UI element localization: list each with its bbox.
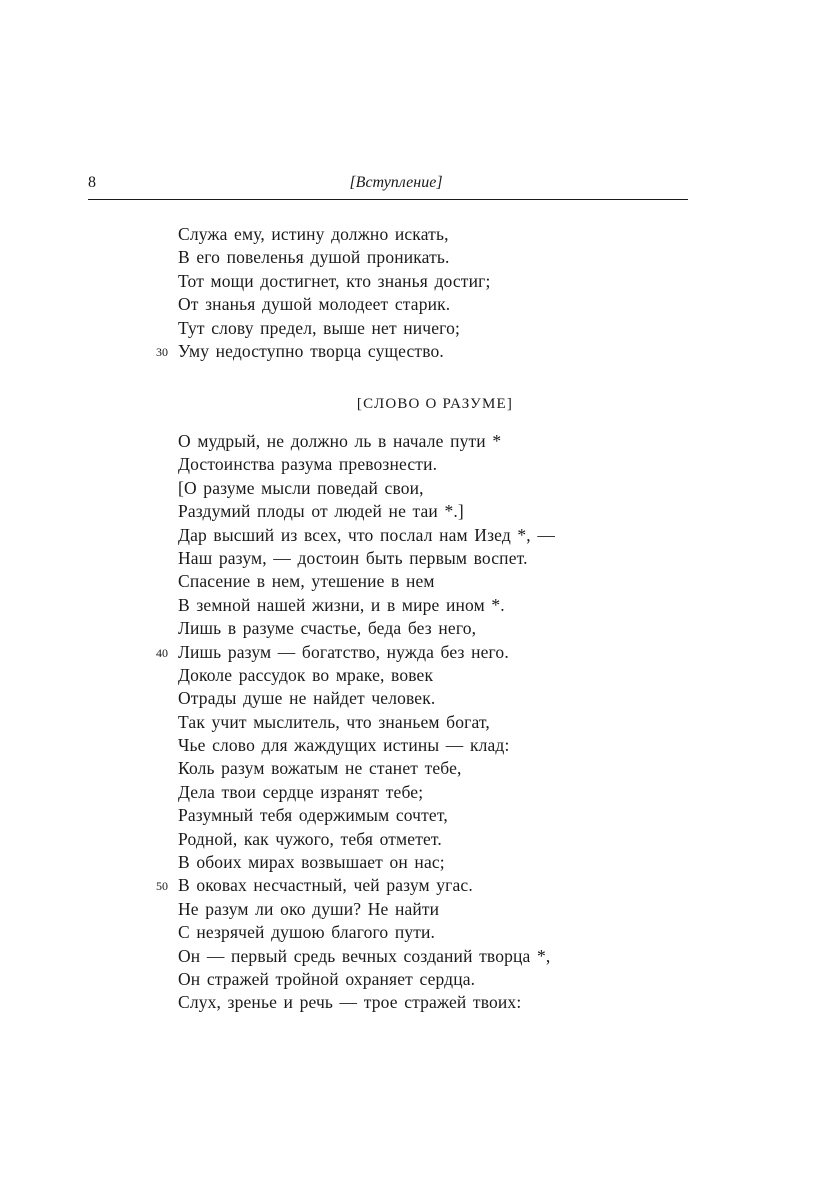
verse-text: В его повеленья душой проникать.	[178, 247, 450, 268]
verse-text: Родной, как чужого, тебя отметет.	[178, 828, 442, 849]
page-number: 8	[88, 174, 96, 191]
verse-text: Он стражей тройной охраняет сердца.	[178, 968, 476, 989]
verse-text: Тут слову предел, выше нет ничего;	[178, 317, 460, 338]
verse-line	[178, 898, 555, 921]
verse-line	[178, 968, 555, 991]
verse-text: Коль разум вожатым не станет тебе,	[178, 758, 462, 779]
verse-line	[178, 246, 490, 269]
verse-line	[178, 317, 490, 340]
verse-line	[178, 991, 555, 1014]
verse-text: Наш разум, — достоин быть первым воспет.	[178, 547, 528, 568]
verse-text: Не разум ли око души? Не найти	[178, 898, 440, 919]
verse-line	[178, 617, 555, 640]
line-number: 40	[156, 645, 168, 660]
verse-line	[178, 828, 555, 851]
verse-text: Раздумий плоды от людей не таи *.]	[178, 501, 464, 522]
verse-line	[156, 874, 555, 897]
verse-line	[178, 804, 555, 827]
verse-text: Уму недоступно творца существо.	[178, 340, 444, 361]
verse-line	[178, 945, 555, 968]
verse-line	[178, 500, 555, 523]
verse-line	[178, 524, 555, 547]
verse-line	[178, 223, 490, 246]
verse-text: [О разуме мысли поведай свои,	[178, 477, 424, 498]
verse-line	[178, 270, 490, 293]
verse-line	[178, 851, 555, 874]
verse-text: Разумный тебя одержимым сочтет,	[178, 805, 448, 826]
verse-text: Дела твои сердце изранят тебе;	[178, 781, 424, 802]
verse-line	[178, 453, 555, 476]
verse-line	[178, 430, 555, 453]
verse-line	[178, 547, 555, 570]
verse-line	[156, 641, 555, 664]
running-head	[88, 174, 688, 200]
verse-text: Лишь в разуме счастье, беда без него,	[178, 618, 477, 639]
line-number: 30	[156, 344, 168, 359]
verse-text: О мудрый, не должно ль в начале пути *	[178, 431, 502, 451]
verse-line	[178, 664, 555, 687]
verse-text: Отрады душе не найдет человек.	[178, 688, 436, 709]
verse-text: Доколе рассудок во мраке, вовек	[178, 664, 434, 685]
verse-text: С незрячей душою благого пути.	[178, 922, 436, 943]
verse-line	[178, 781, 555, 804]
line-number: 50	[156, 879, 168, 894]
verse-text: Он — первый средь вечных созданий творца *,	[178, 945, 551, 966]
verse-text: В земной нашей жизни, и в мире ином *.	[178, 594, 505, 615]
verse-line	[178, 711, 555, 734]
verse-line	[178, 594, 555, 617]
verse-text: От знанья душой молодеет старик.	[178, 294, 451, 315]
verse-block-1	[156, 223, 491, 363]
verse-block-2	[156, 430, 556, 1015]
verse-line	[178, 757, 555, 780]
verse-line	[178, 293, 490, 316]
verse-line	[178, 570, 555, 593]
verse-line	[178, 734, 555, 757]
verse-line	[178, 687, 555, 710]
verse-text: Достоинства разума превознести.	[178, 454, 438, 475]
verse-line	[156, 340, 490, 363]
section-title: [СЛОВО О РАЗУМЕ]	[356, 396, 514, 412]
verse-text: Чье слово для жаждущих истины — клад:	[178, 735, 510, 756]
verse-text: Тот мощи достигнет, кто знанья достиг;	[178, 270, 491, 291]
verse-text: В обоих мирах возвышает он нас;	[178, 852, 445, 873]
header-rule	[88, 199, 688, 200]
verse-text: Служа ему, истину должно искать,	[178, 224, 449, 244]
running-section-title: [Вступление]	[349, 174, 443, 191]
verse-text: Так учит мыслитель, что знаньем богат,	[178, 711, 490, 732]
verse-text: Лишь разум — богатство, нужда без него.	[178, 641, 509, 662]
verse-text: В оковах несчастный, чей разум угас.	[178, 875, 473, 896]
verse-line	[178, 477, 555, 500]
verse-text: Дар высший из всех, что послал нам Изед *, —	[178, 524, 556, 545]
verse-text: Спасение в нем, утешение в нем	[178, 571, 435, 592]
verse-text: Слух, зренье и речь — трое стражей твоих:	[178, 992, 522, 1013]
verse-line	[178, 921, 555, 944]
